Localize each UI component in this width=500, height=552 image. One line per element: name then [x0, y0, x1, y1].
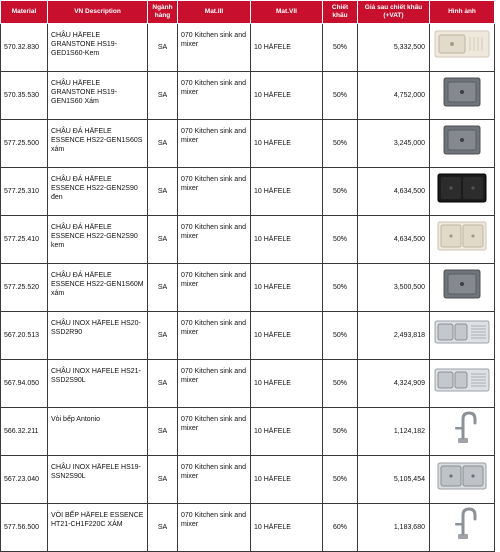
kitchen-faucet-icon: [434, 507, 490, 541]
material-cell: 567.94.050: [1, 360, 48, 408]
description-cell: CHẬU INOX HÄFELE HS19-SSN2S90L: [48, 456, 148, 504]
nganh-hang-cell: SA: [148, 312, 178, 360]
description-cell: CHẬU ĐÁ HÄFELE ESSENCE HS22-GEN1S60M xám: [48, 264, 148, 312]
col-vn-description: VN Description: [48, 1, 148, 24]
material-cell: 577.25.310: [1, 168, 48, 216]
description-cell: CHẬU ĐÁ HÄFELE ESSENCE HS22-GEN1S60S xám: [48, 120, 148, 168]
mat7-cell: 10 HÄFELE: [251, 504, 323, 552]
nganh-hang-cell: SA: [148, 408, 178, 456]
material-cell: 566.32.211: [1, 408, 48, 456]
table-row: [1, 264, 495, 312]
chiet-khau-cell: 50%: [323, 264, 358, 312]
image-cell: [430, 408, 495, 456]
mat7-cell: 10 HÄFELE: [251, 360, 323, 408]
double-bowl-drainer-steel-icon: [434, 315, 490, 349]
nganh-hang-cell: SA: [148, 504, 178, 552]
material-cell: 577.25.410: [1, 216, 48, 264]
col-nganh-hang: Ngành hàng: [148, 1, 178, 24]
price-cell: 4,324,909: [358, 360, 430, 408]
image-cell: [430, 264, 495, 312]
image-cell: [430, 24, 495, 72]
image-cell: [430, 456, 495, 504]
table-row: [1, 216, 495, 264]
table-row: [1, 120, 495, 168]
chiet-khau-cell: 50%: [323, 360, 358, 408]
mat7-cell: 10 HÄFELE: [251, 408, 323, 456]
material-cell: 570.32.830: [1, 24, 48, 72]
table-row: [1, 72, 495, 120]
mat3-cell: 070 Kitchen sink and mixer: [178, 264, 251, 312]
chiet-khau-cell: 50%: [323, 456, 358, 504]
chiet-khau-cell: 50%: [323, 24, 358, 72]
mat3-cell: 070 Kitchen sink and mixer: [178, 168, 251, 216]
mat7-cell: 10 HÄFELE: [251, 456, 323, 504]
mat3-cell: 070 Kitchen sink and mixer: [178, 504, 251, 552]
mat7-cell: 10 HÄFELE: [251, 264, 323, 312]
chiet-khau-cell: 50%: [323, 408, 358, 456]
price-cell: 3,245,000: [358, 120, 430, 168]
chiet-khau-cell: 50%: [323, 168, 358, 216]
description-cell: CHẬU ĐÁ HÄFELE ESSENCE HS22-GEN2S90 kem: [48, 216, 148, 264]
chiet-khau-cell: 50%: [323, 120, 358, 168]
double-bowl-drainer-steel-icon: [434, 363, 490, 397]
image-cell: [430, 216, 495, 264]
description-cell: CHẬU ĐÁ HÄFELE ESSENCE HS22-GEN2S90 đen: [48, 168, 148, 216]
description-cell: CHẬU HÄFELE GRANSTONE HS19-GED1S60-Kem: [48, 24, 148, 72]
nganh-hang-cell: SA: [148, 216, 178, 264]
col-mat7: Mat.VII: [251, 1, 323, 24]
col-chiet-khau: Chiết khấu: [323, 1, 358, 24]
single-bowl-cream-icon: [434, 27, 490, 61]
nganh-hang-cell: SA: [148, 120, 178, 168]
price-cell: 2,493,818: [358, 312, 430, 360]
mat3-cell: 070 Kitchen sink and mixer: [178, 120, 251, 168]
mat7-cell: 10 HÄFELE: [251, 24, 323, 72]
mat7-cell: 10 HÄFELE: [251, 216, 323, 264]
price-cell: 3,500,500: [358, 264, 430, 312]
table-row: [1, 504, 495, 552]
single-bowl-grey-icon: [434, 123, 490, 157]
price-cell: 1,183,680: [358, 504, 430, 552]
material-cell: 567.23.040: [1, 456, 48, 504]
double-bowl-cream-icon: [434, 219, 490, 253]
mat7-cell: 10 HÄFELE: [251, 72, 323, 120]
description-cell: CHẬU HÄFELE GRANSTONE HS19-GEN1S60 Xám: [48, 72, 148, 120]
image-cell: [430, 168, 495, 216]
mat3-cell: 070 Kitchen sink and mixer: [178, 216, 251, 264]
table-row: [1, 312, 495, 360]
table-row: [1, 456, 495, 504]
mat7-cell: 10 HÄFELE: [251, 120, 323, 168]
nganh-hang-cell: SA: [148, 456, 178, 504]
mat3-cell: 070 Kitchen sink and mixer: [178, 24, 251, 72]
chiet-khau-cell: 50%: [323, 312, 358, 360]
chiet-khau-cell: 50%: [323, 216, 358, 264]
col-mat3: Mat.III: [178, 1, 251, 24]
price-cell: 5,332,500: [358, 24, 430, 72]
price-cell: 4,634,500: [358, 168, 430, 216]
price-cell: 4,752,000: [358, 72, 430, 120]
table-row: [1, 168, 495, 216]
double-bowl-black-icon: [434, 171, 490, 205]
material-cell: 577.25.520: [1, 264, 48, 312]
price-cell: 1,124,182: [358, 408, 430, 456]
price-cell: 5,105,454: [358, 456, 430, 504]
single-bowl-grey-icon: [434, 267, 490, 301]
material-cell: 567.20.513: [1, 312, 48, 360]
nganh-hang-cell: SA: [148, 264, 178, 312]
nganh-hang-cell: SA: [148, 360, 178, 408]
mat3-cell: 070 Kitchen sink and mixer: [178, 360, 251, 408]
table-row: [1, 408, 495, 456]
nganh-hang-cell: SA: [148, 168, 178, 216]
nganh-hang-cell: SA: [148, 72, 178, 120]
image-cell: [430, 312, 495, 360]
image-cell: [430, 120, 495, 168]
material-cell: 570.35.530: [1, 72, 48, 120]
col-material: Material: [1, 1, 48, 24]
description-cell: CHẬU INOX HÄFELE HS20-SSD2R90: [48, 312, 148, 360]
mat7-cell: 10 HÄFELE: [251, 312, 323, 360]
material-cell: 577.56.500: [1, 504, 48, 552]
price-cell: 4,634,500: [358, 216, 430, 264]
table-row: [1, 360, 495, 408]
description-cell: CHẬU INOX HAFELE HS21-SSD2S90L: [48, 360, 148, 408]
image-cell: [430, 360, 495, 408]
material-cell: 577.25.500: [1, 120, 48, 168]
mat3-cell: 070 Kitchen sink and mixer: [178, 456, 251, 504]
mat3-cell: 070 Kitchen sink and mixer: [178, 312, 251, 360]
single-bowl-grey-icon: [434, 75, 490, 109]
col-gia-sau-chiet-khau: Giá sau chiết khấu (+VAT): [358, 1, 430, 24]
description-cell: VÒI BẾP HÄFELE ESSENCE HT21-CH1F220C XÁM: [48, 504, 148, 552]
double-bowl-steel-icon: [434, 459, 490, 493]
table-row: [1, 24, 495, 72]
chiet-khau-cell: 50%: [323, 72, 358, 120]
mat3-cell: 070 Kitchen sink and mixer: [178, 408, 251, 456]
chiet-khau-cell: 60%: [323, 504, 358, 552]
description-cell: Vòi bếp Antonio: [48, 408, 148, 456]
image-cell: [430, 504, 495, 552]
nganh-hang-cell: SA: [148, 24, 178, 72]
image-cell: [430, 72, 495, 120]
col-hinh-anh: Hình ảnh: [430, 1, 495, 24]
header-row: [1, 1, 495, 24]
kitchen-faucet-icon: [434, 411, 490, 445]
mat7-cell: 10 HÄFELE: [251, 168, 323, 216]
mat3-cell: 070 Kitchen sink and mixer: [178, 72, 251, 120]
